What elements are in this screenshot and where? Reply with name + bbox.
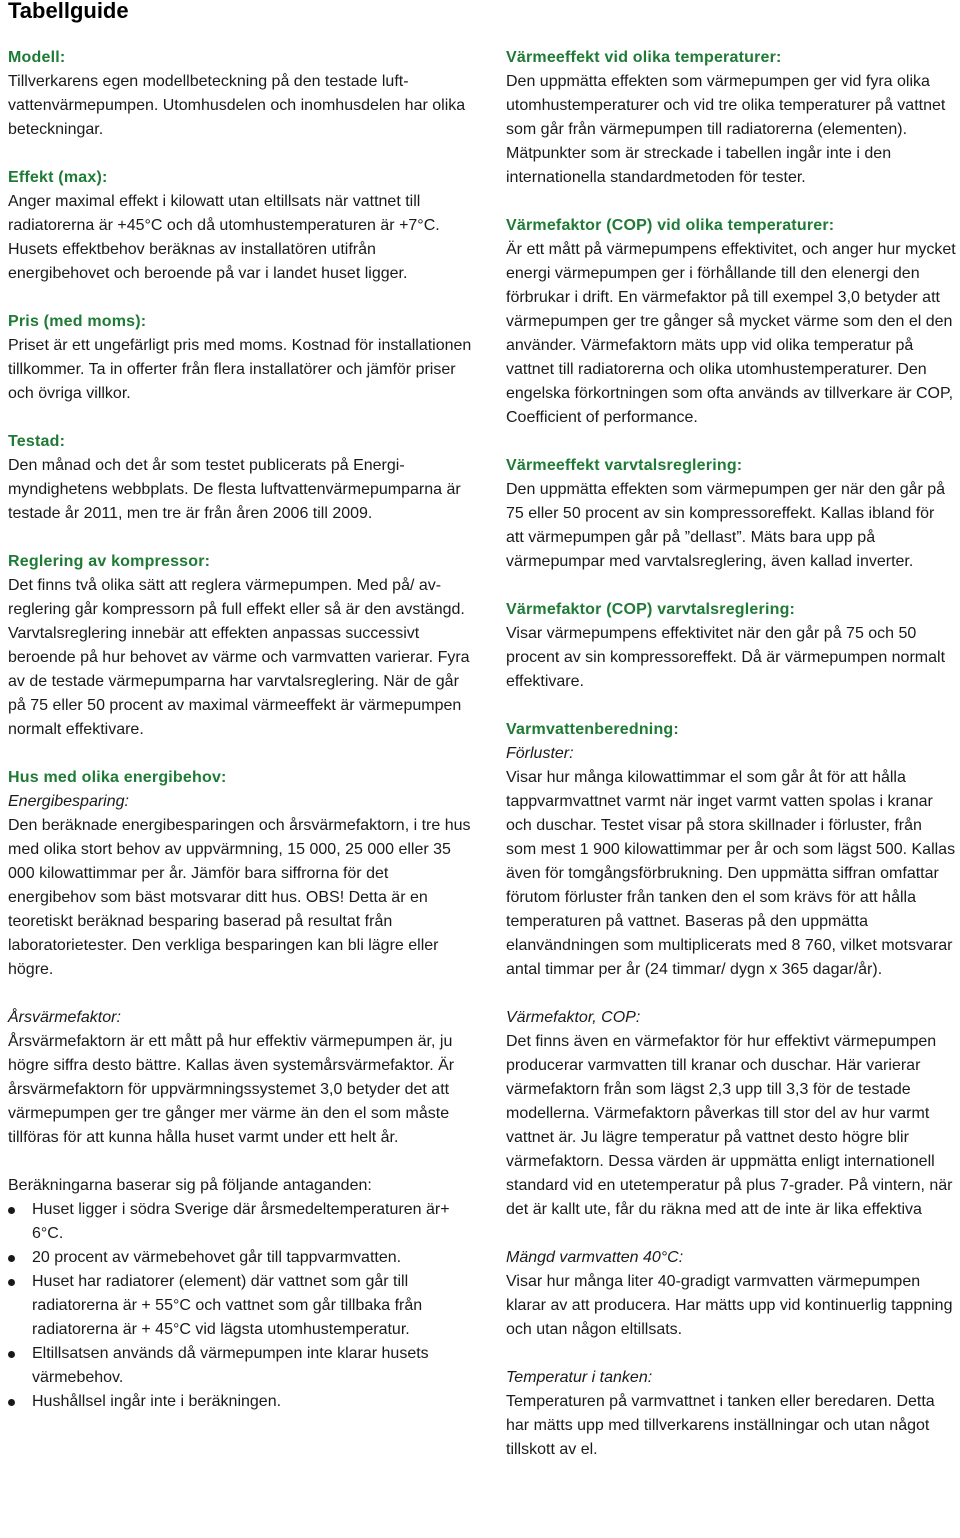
section-varmvatten [506,718,956,1462]
heading-varmeeffekt-varv: Värmeeffekt varvtalsreglering: [506,457,743,474]
right-column [506,46,956,1486]
heading-pris: Pris (med moms): [8,313,147,330]
text-mangd-varmvatten: Visar hur många liter 40-gradigt varmvatten värmepumpen klarar av att producera. Har mätts upp vid kontinuerlig tappning och utan någon eltillsats. [506,1273,953,1338]
bullet-icon [8,1207,15,1214]
heading-modell: Modell: [8,49,66,66]
assumptions-intro: Beräkningarna baserar sig på följande antaganden: [8,1177,372,1194]
section-modell [8,46,480,142]
text-varmeeffekt-varv: Den uppmätta effekten som värmepumpen ger när den går på 75 eller 50 procent av sin kompressoreffekt. Kallas ibland för att värmepumpen går på ”dellast”. Mäts bara upp på värmepumpar med varvtalsreglering, även kallad inverter. [506,481,946,570]
heading-varmeeffekt-temp: Värmeeffekt vid olika temperaturer: [506,49,782,66]
subheading-mangd-varmvatten: Mängd varmvatten 40°C: [506,1249,684,1266]
section-cop-temp [506,214,956,430]
heading-testad: Testad: [8,433,66,450]
text-energibesparing: Den beräknade energibesparingen och årsvärmefaktorn, i tre hus med olika stort behov av uppvärmning, 15 000, 25 000 eller 35 000 kilowattimmar per år. Jämför bara siffrorna för det energibehov som bäst motsvarar ditt hus. OBS! Detta är en teoretiskt beräknad besparing baserad på resultat från laboratorietester. Den verkliga besparingen kan bli lägre eller högre. [8,817,471,978]
section-pris [8,310,480,406]
text-forluster: Visar hur många kilowattimmar el som går åt för att hålla tappvarmvattnet varmt när inget varmt vatten spolas i kranar och duschar. Testet visar på stora skillnader i förluster, från som mest 1 900 kilowattimmar per år och som lägst 500. Kallas även för tomgångsförbrukning. Den uppmätta siffran omfattar förutom förluster från tanken den el som krävs för att hålla temperaturen på vattnet. Baseras på den uppmätta elanvändningen som multiplicerats med 8 760, vilket motsvarar antal timmar per år (24 timmar/ dygn x 365 dagar/år). [506,769,956,978]
section-hus [8,766,480,1414]
section-cop-varv [506,598,956,694]
assumptions-list [8,1198,480,1414]
text-temperatur-tanken: Temperaturen på varmvattnet i tanken eller beredaren. Detta har mätts upp med tillverkarens inställningar och utan något tillskott av el. [506,1393,935,1458]
section-effekt [8,166,480,286]
heading-cop-temp: Värmefaktor (COP) vid olika temperaturer: [506,217,835,234]
subheading-arsvarmefaktor: Årsvärmefaktor: [8,1009,121,1026]
text-cop-temp: Är ett mått på värmepumpens effektivitet, och anger hur mycket energi värmepumpen ger i förhållande till den elenergi den förbrukar i drift. En värmefaktor på till exempel 3,0 betyder att värmepumpen ger tre gånger så mycket värme som den el den använder. Värmefaktorn mäts upp vid olika temperatur på vattnet till radiatorerna och olika utomhustemperaturer. Den engelska förkortningen som ofta används av tillverkare är COP, Coefficient of performance. [506,241,956,426]
text-varmeeffekt-temp: Den uppmätta effekten som värmepumpen ger vid fyra olika utomhustemperaturer och vid tre olika temperaturer på vattnet som går från värmepumpen till radiatorerna (elementen). Mätpunkter som är streckade i tabellen ingår inte i den internationella standardmetoden för tester. [506,73,946,186]
bullet-icon [8,1279,15,1286]
subheading-varmefaktor-cop: Värmefaktor, COP: [506,1009,641,1026]
text-cop-varv: Visar värmepumpens effektivitet när den går på 75 och 50 procent av sin kompressoreffekt. Då är värmepumpen normalt effektivare. [506,625,946,690]
section-varmeeffekt-temp [506,46,956,190]
assumption-item: Hushållsel ingår inte i beräkningen. [8,1390,480,1414]
subheading-forluster: Förluster: [506,745,574,762]
text-reglering: Det finns två olika sätt att reglera värmepumpen. Med på/ av-reglering går kompressorn på full effekt eller så är den avstängd. Varvtalsreglering innebär att effekten anpassas successivt beroende på hur behovet av värme och varmvatten varierar. Fyra av de testade värmepumparna har varvtalsreglering. När de går på 75 eller 50 procent av maximal värmeeffekt är värmepumpen normalt effektivare. [8,577,470,738]
subheading-energibesparing: Energibesparing: [8,793,129,810]
text-effekt: Anger maximal effekt i kilowatt utan eltillsats när vattnet till radiatorerna är +45°C och då utomhustemperaturen är +7°C. Husets effektbehov beräknas av installatören utifrån energibehovet och beroende på var i landet huset ligger. [8,193,440,282]
subheading-temperatur-tanken: Temperatur i tanken: [506,1369,653,1386]
section-reglering [8,550,480,742]
assumption-item: Huset ligger i södra Sverige där årsmedeltemperaturen är+ 6°C. [8,1198,480,1246]
heading-reglering: Reglering av kompressor: [8,553,211,570]
heading-cop-varv: Värmefaktor (COP) varvtalsreglering: [506,601,796,618]
bullet-icon [8,1351,15,1358]
assumption-item: Eltillsatsen används då värmepumpen inte klarar husets värmebehov. [8,1342,480,1390]
text-pris: Priset är ett ungefärligt pris med moms. Kostnad för installationen tillkommer. Ta in offerter från flera installatörer och jämför priser och övriga villkor. [8,337,472,402]
assumption-item: Huset har radiatorer (element) där vattnet som går till radiatorerna är + 55°C och vattnet som går tillbaka från radiatorerna är + 45°C vid lägsta utomhustemperatur. [8,1270,480,1342]
section-testad [8,430,480,526]
left-column [8,46,480,1438]
assumption-item: 20 procent av värmebehovet går till tappvarmvatten. [8,1246,480,1270]
text-testad: Den månad och det år som testet publicerats på Energimyndighetens webbplats. De flesta luftvattenvärmepumparna är testade år 2011, men tre är från åren 2006 till 2009. [8,457,461,522]
bullet-icon [8,1255,15,1262]
text-arsvarmefaktor: Årsvärmefaktorn är ett mått på hur effektiv värmepumpen är, ju högre siffra desto bättre. Kallas även systemårsvärmefaktor. Är årsvärmefaktorn för uppvärmningssystemet 3,0 betyder det att värmepumpen ger tre gånger mer värme än den el som måste tillföras för att kunna hålla huset varmt under ett helt år. [8,1033,455,1146]
bullet-icon [8,1399,15,1406]
heading-hus: Hus med olika energibehov: [8,769,227,786]
heading-varmvatten: Varmvattenberedning: [506,721,679,738]
heading-effekt: Effekt (max): [8,169,108,186]
text-varmefaktor-cop: Det finns även en värmefaktor för hur effektivt värmepumpen producerar varmvatten till kranar och duschar. Här varierar värmefaktorn från som lägst 2,3 upp till 3,3 för de testade modellerna. Värmefaktorn påverkas till stor del av hur varmt vattnet är. Ju lägre temperatur på vattnet desto högre blir värmefaktorn. Dessa värden är uppmätta enligt internationell standard vid en utetemperatur på plus 7-grader. På vintern, när det är kallt ute, får du räkna med att de inte är lika effektiva [506,1033,953,1218]
section-varmeeffekt-varv [506,454,956,574]
text-modell: Tillverkarens egen modellbeteckning på den testade luftvattenvärmepumpen. Utomhusdelen och inomhusdelen har olika beteckningar. [8,73,466,138]
page-title: Tabellguide [8,0,129,23]
